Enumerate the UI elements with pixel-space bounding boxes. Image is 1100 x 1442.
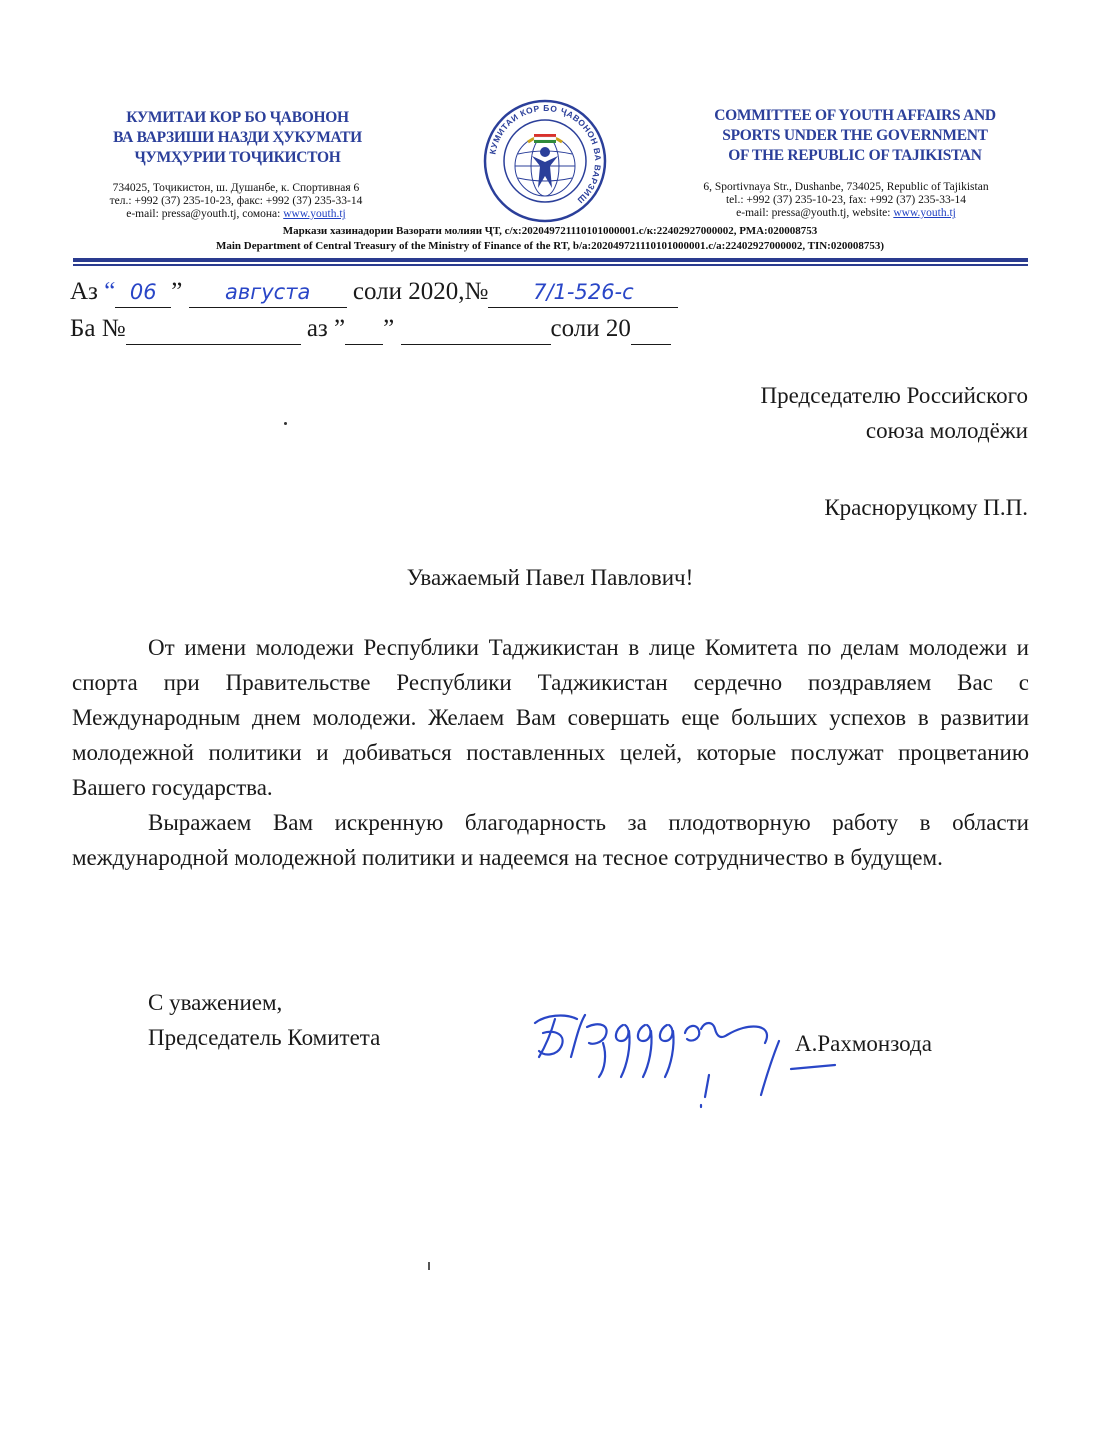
treasury-tj: Маркази хазинадории Вазорати молияи ҶТ, с/х:20204972111010100000​1.с/к:22402927000002, РМА:020008753 bbox=[282, 225, 818, 237]
website-link-en[interactable]: www.youth.tj bbox=[893, 207, 956, 219]
answer-from-label: аз bbox=[306, 315, 328, 342]
greeting: Уважаемый Павел Павлович! bbox=[406, 565, 694, 590]
website-link-tj[interactable]: www.youth.tj bbox=[283, 208, 346, 220]
recipient-org: союза молодёжи bbox=[865, 418, 1028, 443]
email-tj: e-mail: pressa@youth.tj, сомона: www.youth.tj bbox=[126, 208, 346, 220]
emblem-ring-text: КУМИТАИ КОР БО ҶАВОНОН ВА ВАРЗИШ bbox=[487, 102, 604, 206]
ref-number-label: № bbox=[464, 278, 489, 305]
ref-year: соли 2020, bbox=[352, 278, 465, 305]
phone-en: tel.: +992 (37) 235-10-23, fax: +992 (37) 235-33-14 bbox=[725, 194, 967, 206]
ref-day: 06 bbox=[115, 277, 171, 308]
answer-prefix: Ба № bbox=[70, 315, 126, 342]
outgoing-ref-line bbox=[70, 277, 678, 308]
stray-dot bbox=[284, 422, 287, 425]
letterhead-title-tj-line: КУМИТАИ КОР БО ҶАВОНОН bbox=[126, 109, 349, 126]
answer-year: соли 20 bbox=[550, 315, 631, 342]
answer-close-quote: ” bbox=[383, 315, 395, 342]
letterhead-title-en-line: COMMITTEE OF YOUTH AFFAIRS AND bbox=[714, 107, 996, 124]
treasury-en: Main Department of Central Treasury of the Ministry of Finance of the RT, b/a:20204972111010100000​1.c/a:22402927000002, TIN:020008753) bbox=[215, 240, 885, 252]
closing-position: Председатель Комитета bbox=[148, 1025, 381, 1050]
body-paragraph: От имени молодежи Республики Таджикистан в лице Комитета по делам молодежи и спорта при Правительстве Республики Таджикистан сердечно поздравляем Вас с Международным днем молодежи. Желаем Вам совершать еще больших успехов в развитии молодежной политики и добиваться поставленных целей, которые послужат процветанию Вашего государства. bbox=[72, 635, 1029, 800]
letterhead-contacts-tj bbox=[66, 182, 406, 221]
body-paragraph: Выражаем Вам искренную благодарность за плодотворную работу в области международной молодежной политики и надеемся на тесное сотрудничество в будущем. bbox=[72, 810, 1029, 870]
ref-number: 7/1-526-с bbox=[488, 277, 678, 308]
answer-open-quote: ” bbox=[334, 315, 346, 342]
address-tj: 734025, Тоҷикистон, ш. Душанбе, к. Спортивная 6 bbox=[112, 182, 360, 194]
committee-emblem bbox=[480, 96, 610, 226]
letterhead-title-tj-line: ВА ВАРЗИШИ НАЗДИ ҲУКУМАТИ bbox=[113, 129, 362, 146]
letterhead-divider-thick bbox=[73, 258, 1028, 262]
stray-mark bbox=[428, 1262, 430, 1270]
letter-body bbox=[72, 630, 1029, 875]
letterhead-title-tj-line: ҶУМҲУРИИ ТОҶИКИСТОН bbox=[134, 149, 341, 166]
closing-block bbox=[148, 985, 380, 1055]
closing-regards: С уважением, bbox=[148, 990, 283, 1015]
address-en: 6, Sportivnaya Str., Dushanbe, 734025, Republic of Tajikistan bbox=[703, 181, 989, 193]
letterhead-contacts-en bbox=[660, 181, 1032, 220]
treasury-details bbox=[60, 224, 1040, 254]
email-en: e-mail: pressa@youth.tj, website: www.youth.tj bbox=[736, 207, 956, 219]
letterhead-divider-thin bbox=[73, 264, 1028, 266]
recipient-title: Председателю Российского bbox=[760, 383, 1028, 408]
ref-open-quote: “ bbox=[104, 278, 116, 305]
letterhead-title-tj bbox=[60, 108, 415, 168]
recipient-block bbox=[761, 378, 1029, 448]
signer-name: А.Рахмонзода bbox=[795, 1031, 932, 1056]
ref-close-quote: ” bbox=[171, 278, 183, 305]
ref-prefix: Аз bbox=[70, 278, 98, 305]
letterhead-title-en bbox=[680, 106, 1030, 166]
phone-tj: тел.: +992 (37) 235-10-23, факс: +992 (37) 235-33-14 bbox=[109, 195, 363, 207]
letterhead-title-en-line: SPORTS UNDER THE GOVERNMENT bbox=[722, 127, 988, 144]
letterhead-title-en-line: OF THE REPUBLIC OF TAJIKISTAN bbox=[728, 147, 982, 164]
ref-month: августа bbox=[189, 277, 347, 308]
recipient-name: Красноруцкому П.П. bbox=[824, 495, 1028, 520]
incoming-ref-line bbox=[70, 314, 671, 345]
